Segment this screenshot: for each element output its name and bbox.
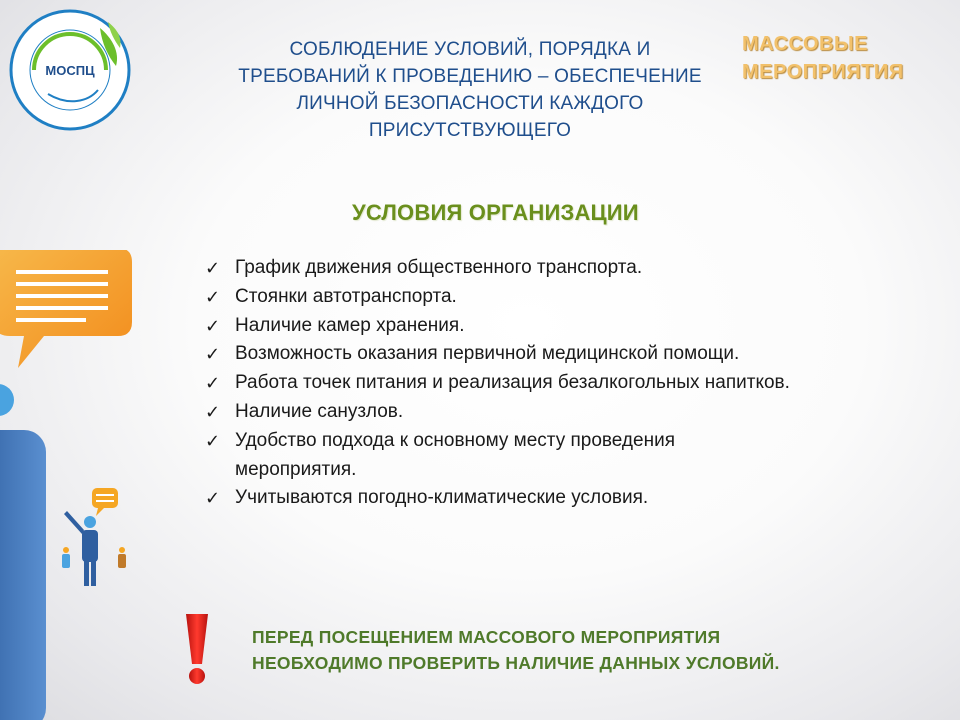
list-item — [205, 283, 855, 312]
topic-label-line: МЕРОПРИЯТИЯ — [742, 61, 904, 83]
check-icon: ✓ — [205, 401, 221, 422]
small-person-figure-icon — [64, 511, 98, 586]
warning-note — [252, 624, 780, 676]
check-icon: ✓ — [205, 430, 221, 451]
title-line: ПРИСУТСТВУЮЩЕГО — [368, 120, 572, 141]
warning-line: ПЕРЕД ПОСЕЩЕНИЕМ МАССОВОГО МЕРОПРИЯТИЯ — [252, 627, 721, 647]
list-item-text: Наличие камер хранения. — [235, 314, 465, 336]
title-line: СОБЛЮДЕНИЕ УСЛОВИЙ, ПОРЯДКА И — [289, 39, 651, 60]
check-icon: ✓ — [205, 286, 221, 307]
speech-bubble-icon — [0, 250, 132, 368]
check-icon: ✓ — [205, 373, 221, 394]
check-icon: ✓ — [205, 488, 221, 509]
topic-label-line: МАССОВЫЕ — [742, 33, 868, 55]
exclamation-icon — [180, 612, 214, 686]
list-item — [205, 369, 855, 398]
list-item — [205, 312, 855, 341]
title-line: ТРЕБОВАНИЙ К ПРОВЕДЕНИЮ – ОБЕСПЕЧЕНИЕ — [238, 66, 702, 87]
topic-label — [742, 30, 904, 86]
small-speech-bubble-icon — [92, 488, 118, 516]
conditions-list — [205, 254, 855, 513]
section-title: УСЛОВИЯ ОРГАНИЗАЦИИ — [352, 200, 639, 225]
list-item-text: График движения общественного транспорта. — [235, 257, 643, 278]
check-icon: ✓ — [205, 258, 221, 278]
list-item — [205, 398, 855, 427]
list-item — [205, 340, 855, 369]
decor-illustration — [0, 250, 140, 720]
list-item-text: Возможность оказания первичной медицинской помощи. — [235, 343, 740, 365]
list-item-text: Удобство подхода к основному месту проведения мероприятия. — [235, 429, 675, 480]
list-item-text: Учитываются погодно-климатические условия. — [235, 487, 649, 509]
list-item — [205, 254, 855, 283]
list-item — [205, 427, 855, 485]
list-item — [205, 484, 855, 513]
title-line: ЛИЧНОЙ БЕЗОПАСНОСТИ КАЖДОГО — [296, 93, 644, 114]
page-title — [215, 36, 725, 144]
check-icon: ✓ — [205, 315, 221, 336]
list-item-text: Стоянки автотранспорта. — [235, 285, 457, 307]
check-icon: ✓ — [205, 344, 221, 365]
list-item-text: Наличие санузлов. — [235, 400, 404, 422]
moscp-logo-icon — [8, 8, 132, 132]
list-item-text: Работа точек питания и реализация безалкогольных напитков. — [235, 372, 790, 394]
warning-line: НЕОБХОДИМО ПРОВЕРИТЬ НАЛИЧИЕ ДАННЫХ УСЛОВИЙ. — [252, 653, 780, 673]
person-figure-icon — [0, 384, 46, 720]
logo-abbr: МОСПЦ — [45, 63, 95, 78]
